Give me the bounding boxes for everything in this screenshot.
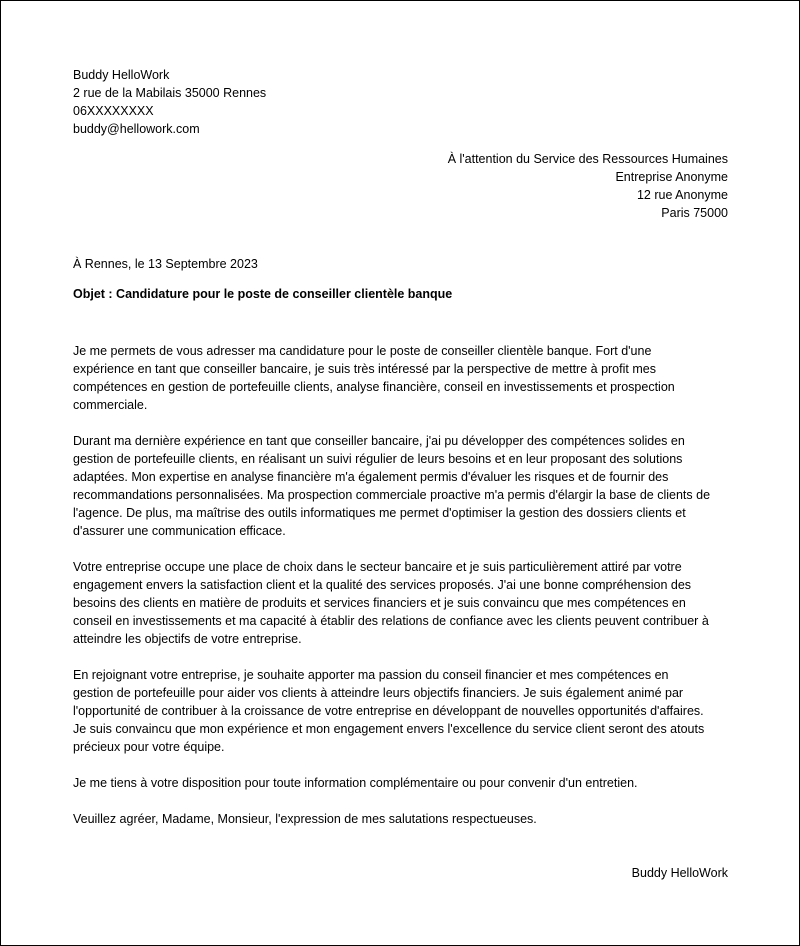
paragraph [73, 432, 733, 540]
recipient-block [448, 150, 728, 222]
paragraph [73, 558, 733, 648]
paragraph [73, 342, 733, 414]
text-line: compétences en gestion de portefeuille clients, analyse financière, conseil en investissements et prospection [73, 380, 675, 394]
subject-line: Objet : Candidature pour le poste de conseiller clientèle banque [73, 287, 453, 301]
text-line: gestion de portefeuille pour aider vos clients à atteindre leurs objectifs financiers. Je suis également animé par [73, 686, 684, 700]
text-line: recommandations personnalisées. Ma prospection commerciale proactive m'a permis d'élargir la base de clients de [73, 488, 711, 502]
text-line: l'agence. De plus, ma maîtrise des outils informatiques me permet d'optimiser la gestion des dossiers clients et [73, 506, 686, 520]
sender-email: buddy@hellowork.com [73, 122, 200, 136]
text-line: adaptées. Mon expertise en analyse financière m'a également permis d'évaluer les risques et de fournir des [73, 470, 669, 484]
paragraph [73, 810, 733, 828]
text-line: Durant ma dernière expérience en tant que conseiller bancaire, j'ai pu développer des compétences solides en [73, 434, 685, 448]
recipient-street: 12 rue Anonyme [636, 188, 728, 202]
date-line: À Rennes, le 13 Septembre 2023 [73, 257, 258, 271]
text-line: besoins des clients en matière de produits et services financiers et je suis convaincu que mes compétences en [73, 596, 686, 610]
text-line: Je suis convaincu que mon expérience et mon engagement envers l'excellence du service client seront des atouts [73, 722, 705, 736]
text-line: En rejoignant votre entreprise, je souhaite apporter ma passion du conseil financier et mes compétences en [73, 668, 669, 682]
paragraph [73, 774, 733, 792]
text-line: d'assurer une communication efficace. [73, 524, 286, 538]
text-line: Votre entreprise occupe une place de choix dans le secteur bancaire et je suis particulièrement attiré par votre [73, 560, 682, 574]
text-line: engagement envers la satisfaction client et la qualité des services proposés. J'ai une bonne compréhension des [73, 578, 692, 592]
text-line: commerciale. [73, 398, 148, 412]
sender-address: 2 rue de la Mabilais 35000 Rennes [73, 86, 267, 100]
text-line: Je me permets de vous adresser ma candidature pour le poste de conseiller clientèle banque. Fort d'une [73, 344, 652, 358]
recipient-attention: À l'attention du Service des Ressources Humaines [447, 152, 728, 166]
text-line: conseil en investissements et ma capacité à établir des relations de confiance avec les clients peuvent contribuer à [73, 614, 709, 628]
text-line: gestion de portefeuille clients, en réalisant un suivi régulier de leurs besoins et en leur proposant des solutions [73, 452, 683, 466]
paragraph [73, 666, 733, 756]
text-line: Veuillez agréer, Madame, Monsieur, l'expression de mes salutations respectueuses. [73, 812, 537, 826]
text-line: Je me tiens à votre disposition pour toute information complémentaire ou pour convenir d'un entretien. [73, 776, 638, 790]
recipient-city: Paris 75000 [661, 206, 728, 220]
sender-name: Buddy HelloWork [73, 68, 170, 82]
signature: Buddy HelloWork [631, 866, 728, 880]
letter-body [73, 342, 733, 846]
text-line: l'opportunité de contribuer à la croissance de votre entreprise en développant de nouvelles opportunités d'affaires. [73, 704, 704, 718]
text-line: atteindre les objectifs de votre entreprise. [73, 632, 302, 646]
recipient-company: Entreprise Anonyme [615, 170, 728, 184]
sender-phone: 06XXXXXXXX [73, 104, 154, 118]
text-line: précieux pour votre équipe. [73, 740, 225, 754]
sender-block [73, 66, 266, 138]
text-line: expérience en tant que conseiller bancaire, je suis très intéressé par la perspective de mettre à profit mes [73, 362, 656, 376]
